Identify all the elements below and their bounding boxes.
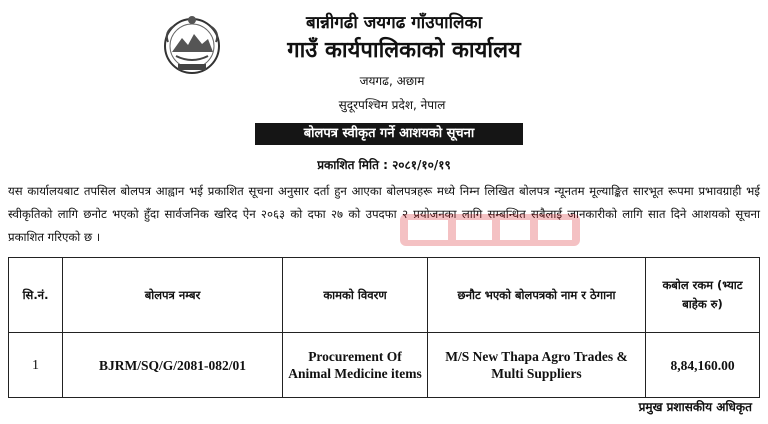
office-location: जयगढ, अछाम: [359, 74, 425, 88]
table-row: [9, 333, 760, 398]
row-selected-bidder: M/S New Thapa Agro Trades & Multi Suppliers: [428, 333, 646, 398]
col-header-selected-bidder: छनौट भएको बोलपत्रको नाम र ठेगाना: [428, 258, 646, 333]
office-province: सुदूरपश्चिम प्रदेश, नेपाल: [338, 98, 446, 112]
signatory-title: प्रमुख प्रशासकीय अधिकृत: [638, 400, 752, 414]
table-header-row: [9, 258, 760, 333]
col-header-serial: सि.नं.: [9, 258, 63, 333]
published-label: प्रकाशित मिति :: [317, 158, 393, 172]
row-serial: 1: [9, 333, 63, 398]
published-date-line: [0, 156, 768, 173]
row-work-description: Procurement Of Animal Medicine items: [283, 333, 428, 398]
col-header-work-description: कामको विवरण: [283, 258, 428, 333]
office-name: गाउँ कार्यपालिकाको कार्यालय: [287, 38, 521, 63]
bid-acceptance-table: [8, 257, 760, 398]
published-date: २०८१/१०/१९: [392, 158, 451, 172]
notice-body: यस कार्यालयबाट तपसिल बोलपत्र आह्वान भई प्रकाशित सूचना अनुसार दर्ता हुन आएका बोलपत्रहरू मध्ये निम्न लिखित बोलपत्र न्यूनतम मूल्याङ्कित सारभूत रूपमा प्रभावग्राही भई स्वीकृतिको लागि छनोट भएको हुँदा सार्वजनिक खरिद ऐन २०६३ को दफा २७ को उपदफा २ प्रयोजनका लागि सम्बन्धित सबैलाई जानकारीको लागि सात दिने आशयको सूचना प्रकाशित गरिएको छ ।: [8, 184, 760, 244]
municipality-name: बान्नीगढी जयगढ गाँउपालिका: [306, 13, 482, 33]
row-quoted-amount: 8,84,160.00: [646, 333, 760, 398]
col-header-quoted-amount: कबोल रकम (भ्याट बाहेक रु): [646, 258, 760, 333]
row-bid-number: BJRM/SQ/G/2081-082/01: [63, 333, 283, 398]
notice-title: बोलपत्र स्वीकृत गर्ने आशयको सूचना: [255, 123, 523, 145]
col-header-bid-number: बोलपत्र नम्बर: [63, 258, 283, 333]
ekantipur-watermark: [400, 210, 580, 250]
